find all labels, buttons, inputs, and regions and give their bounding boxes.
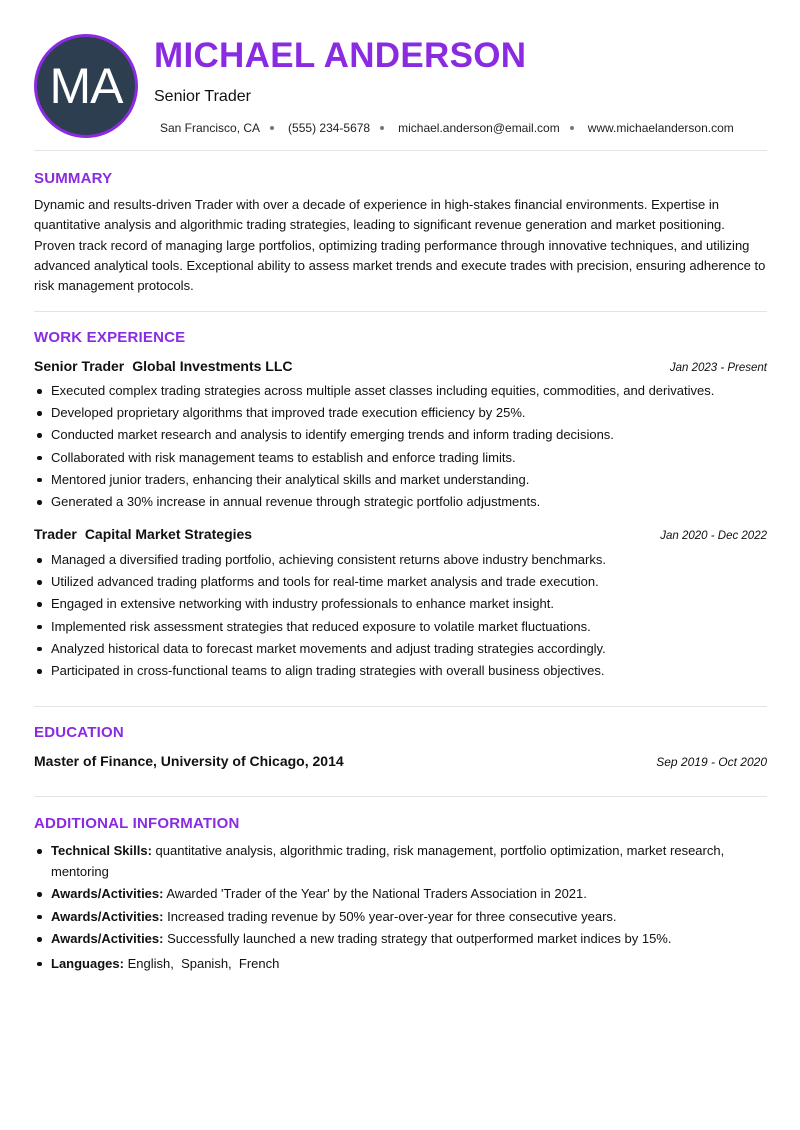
list-item [34,841,769,882]
list-item [34,954,769,975]
bullet-separator-icon [380,126,384,130]
contact-email[interactable]: michael.anderson@email.com [398,121,560,135]
list-item: Participated in cross-functional teams to align trading strategies with overall business objectives. [34,660,769,682]
education-degree: Master of Finance, University of Chicago, 2014 [34,753,344,769]
item-text: Awarded 'Trader of the Year' by the National Traders Association in 2021. [166,886,587,901]
avatar [34,34,138,138]
bullet-separator-icon [570,126,574,130]
job-role: Trader [34,526,77,542]
item-text: Successfully launched a new trading strategy that outperformed market indices by 15%. [167,931,672,946]
job-header [34,358,767,374]
education-dates: Sep 2019 - Oct 2020 [656,755,767,769]
contact-location: San Francisco, CA [160,121,261,135]
job-bullets [34,380,769,513]
list-item: Engaged in extensive networking with industry professionals to enhance market insight. [34,593,769,615]
list-item: Developed proprietary algorithms that improved trade execution efficiency by 25%. [34,402,769,424]
item-text: English, Spanish, French [127,955,280,971]
job-bullets [34,549,769,682]
candidate-name: MICHAEL ANDERSON [154,36,527,75]
summary-heading: SUMMARY [34,170,113,187]
list-item: Analyzed historical data to forecast market movements and adjust trading strategies accordingly. [34,638,769,660]
list-item [34,884,769,905]
list-item: Generated a 30% increase in annual revenue through strategic portfolio adjustments. [34,491,769,513]
list-item [34,907,769,928]
job-dates: Jan 2020 - Dec 2022 [660,530,767,542]
additional-info-heading: ADDITIONAL INFORMATION [34,815,240,832]
item-text: quantitative analysis, algorithmic trading, risk management, portfolio optimization, market research, mentoring [51,843,725,879]
job-title [34,526,252,542]
contact-phone[interactable]: (555) 234-5678 [288,121,371,135]
avatar-initials: MA [49,58,123,114]
list-item: Executed complex trading strategies across multiple asset classes including equities, commodities, and derivatives. [34,380,769,402]
divider [34,796,767,797]
list-item: Implemented risk assessment strategies that reduced exposure to volatile market fluctuations. [34,616,769,638]
job-dates: Jan 2023 - Present [669,362,767,374]
job-header [34,526,767,542]
divider [34,311,767,312]
job-company: Global Investments LLC [132,358,293,374]
list-item: Conducted market research and analysis to identify emerging trends and inform trading decisions. [34,424,769,446]
education-heading: EDUCATION [34,724,124,741]
candidate-title: Senior Trader [154,88,251,105]
divider [34,706,767,707]
item-label: Awards/Activities: [51,886,164,901]
item-label: Languages: [51,955,124,971]
education-entry [34,753,767,769]
list-item: Utilized advanced trading platforms and tools for real-time market analysis and trade execution. [34,571,769,593]
summary-text: Dynamic and results-driven Trader with over a decade of experience in high-stakes financial environments. Expertise in quantitative analysis and algorithmic trading strategies, leading to significant revenue generation and market positioning. Proven track record of managing large portfolios, optimizing trading performance through innovative techniques, and utilizing advanced analytical tools. Exceptional ability to assess market trends and execute trades with precision, ensuring adherence to risk management protocols. [34,197,766,294]
contact-bar [160,121,734,135]
list-item [34,929,769,950]
contact-website[interactable]: www.michaelanderson.com [587,121,734,135]
list-item: Mentored junior traders, enhancing their analytical skills and market understanding. [34,469,769,491]
divider [34,150,767,151]
job-title [34,358,293,374]
list-item: Collaborated with risk management teams to establish and enforce trading limits. [34,447,769,469]
list-item: Managed a diversified trading portfolio, achieving consistent returns above industry benchmarks. [34,549,769,571]
job-company: Capital Market Strategies [84,526,253,542]
work-experience-heading: WORK EXPERIENCE [34,329,186,346]
item-label: Awards/Activities: [51,908,164,924]
additional-info-list [34,841,769,976]
item-label: Technical Skills: [51,843,152,858]
job-role: Senior Trader [34,358,125,374]
bullet-separator-icon [270,126,274,130]
item-text: Increased trading revenue by 50% year-over-year for three consecutive years. [167,908,617,924]
item-label: Awards/Activities: [51,931,164,946]
